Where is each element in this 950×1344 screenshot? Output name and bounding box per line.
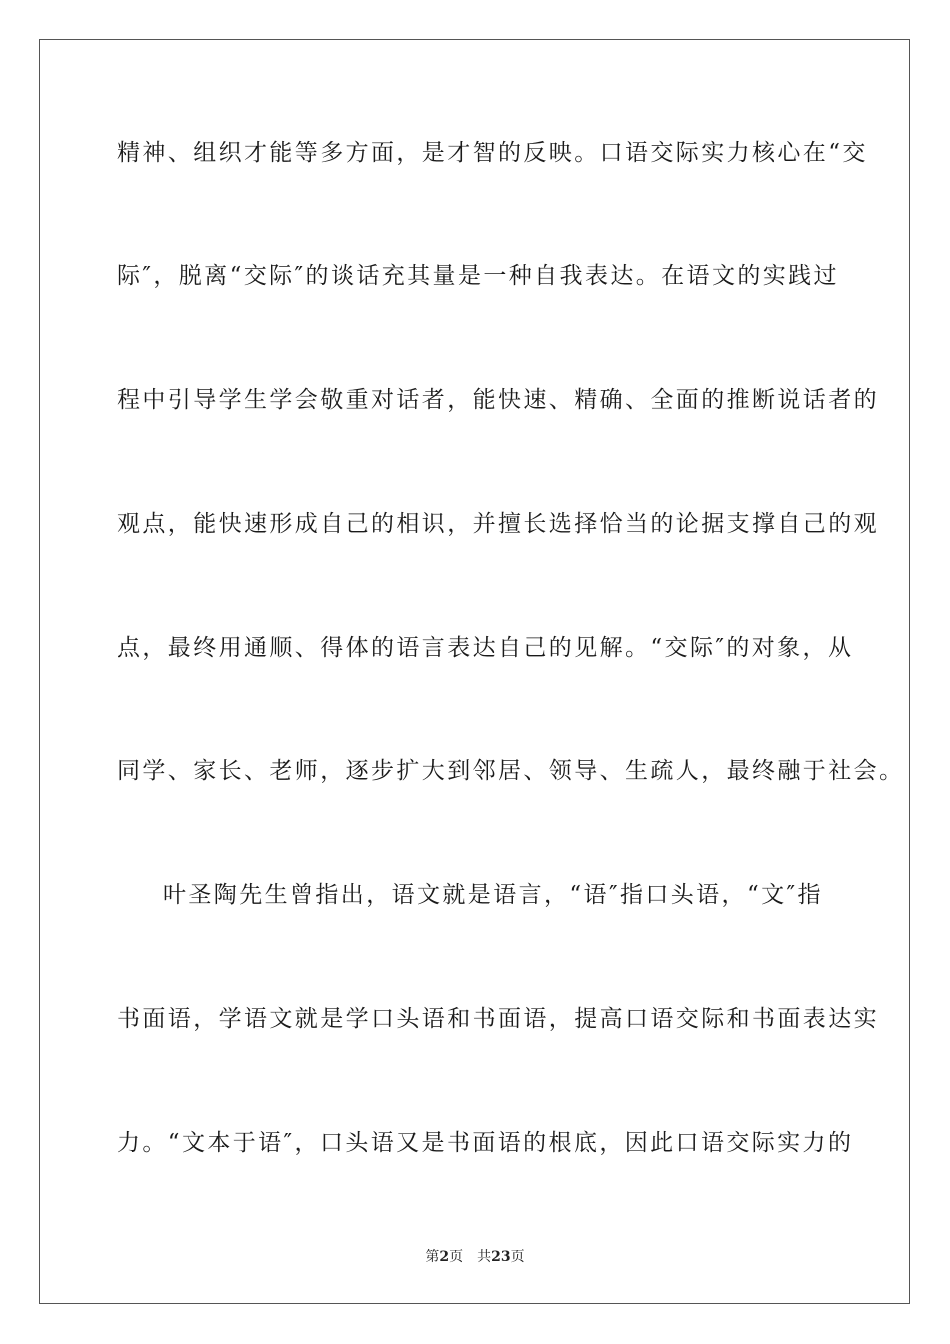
text-line: 际″，脱离“交际″的谈话充其量是一种自我表达。在语文的实践过 — [117, 263, 839, 289]
page-footer — [0, 1248, 950, 1266]
page-number: 2 — [439, 1249, 450, 1265]
text-line: 观点，能快速形成自己的相识，并擅长选择恰当的论据支撑自己的观 — [117, 511, 879, 537]
text-line: 点，最终用通顺、得体的语言表达自己的见解。“交际″的对象，从 — [117, 635, 854, 661]
total-prefix: 共 — [477, 1249, 492, 1265]
page-suffix: 页 — [449, 1249, 464, 1265]
page-prefix: 第 — [425, 1249, 440, 1265]
text-line: 书面语，学语文就是学口头语和书面语，提高口语交际和书面表达实 — [117, 1006, 879, 1032]
total-pages: 23 — [491, 1249, 511, 1265]
text-line: 精神、组织才能等多方面，是才智的反映。口语交际实力核心在“交 — [117, 140, 868, 166]
text-line: 程中引导学生学会敬重对话者，能快速、精确、全面的推断说话者的 — [117, 387, 879, 413]
text-line: 力。“文本于语″，口头语又是书面语的根底，因此口语交际实力的 — [117, 1130, 854, 1156]
text-line: 同学、家长、老师，逐步扩大到邻居、领导、生疏人，最终融于社会。 — [117, 758, 905, 784]
text-line-paragraph-start: 叶圣陶先生曾指出，语文就是语言，“语″指口头语，“文″指 — [163, 882, 823, 908]
page-border — [39, 39, 910, 1304]
total-suffix: 页 — [510, 1249, 525, 1265]
